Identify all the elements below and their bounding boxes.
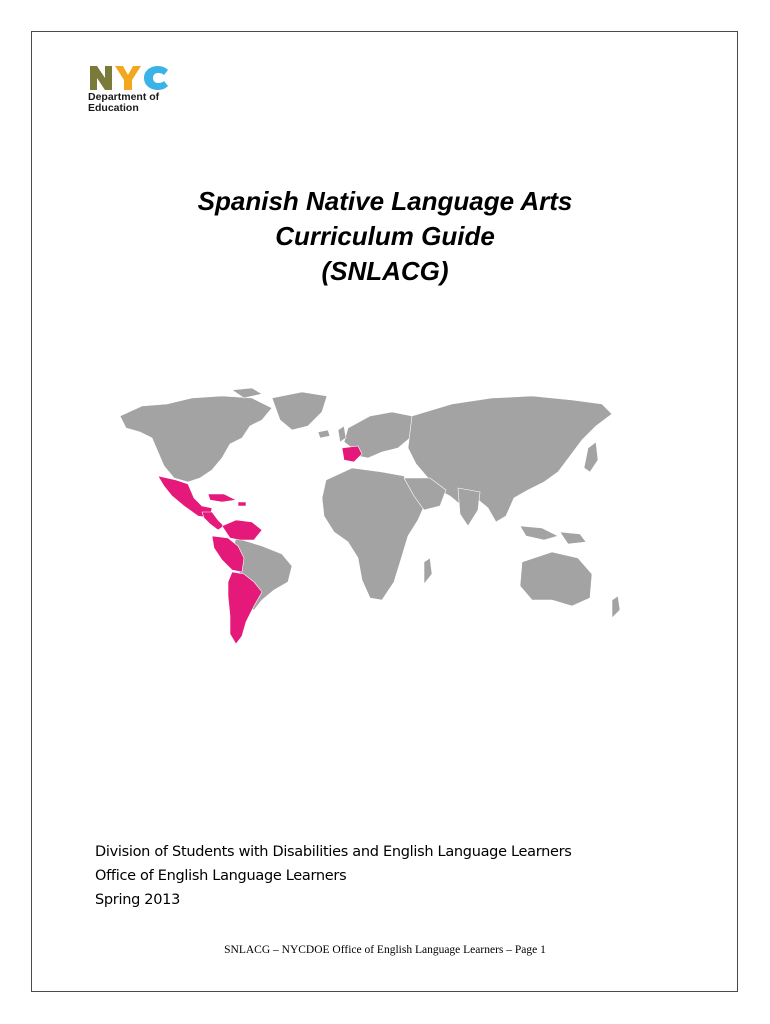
publication-date: Spring 2013 bbox=[95, 892, 181, 908]
division-block bbox=[95, 840, 572, 912]
document-title bbox=[0, 184, 770, 289]
page-footer: SNLACG – NYCDOE Office of English Language Learners – Page 1 bbox=[224, 944, 546, 956]
logo-line-1: Department of bbox=[88, 91, 160, 103]
logo-line-2: Education bbox=[88, 102, 139, 114]
title-line-3: (SNLACG) bbox=[321, 256, 449, 286]
title-line-2: Curriculum Guide bbox=[275, 221, 495, 251]
division-name: Division of Students with Disabilities and English Language Learners bbox=[95, 844, 572, 860]
world-map-icon bbox=[112, 386, 632, 648]
nyc-logo-icon bbox=[88, 64, 178, 92]
office-name: Office of English Language Learners bbox=[95, 868, 347, 884]
title-line-1: Spanish Native Language Arts bbox=[197, 186, 573, 216]
nyc-doe-logo bbox=[88, 64, 178, 120]
